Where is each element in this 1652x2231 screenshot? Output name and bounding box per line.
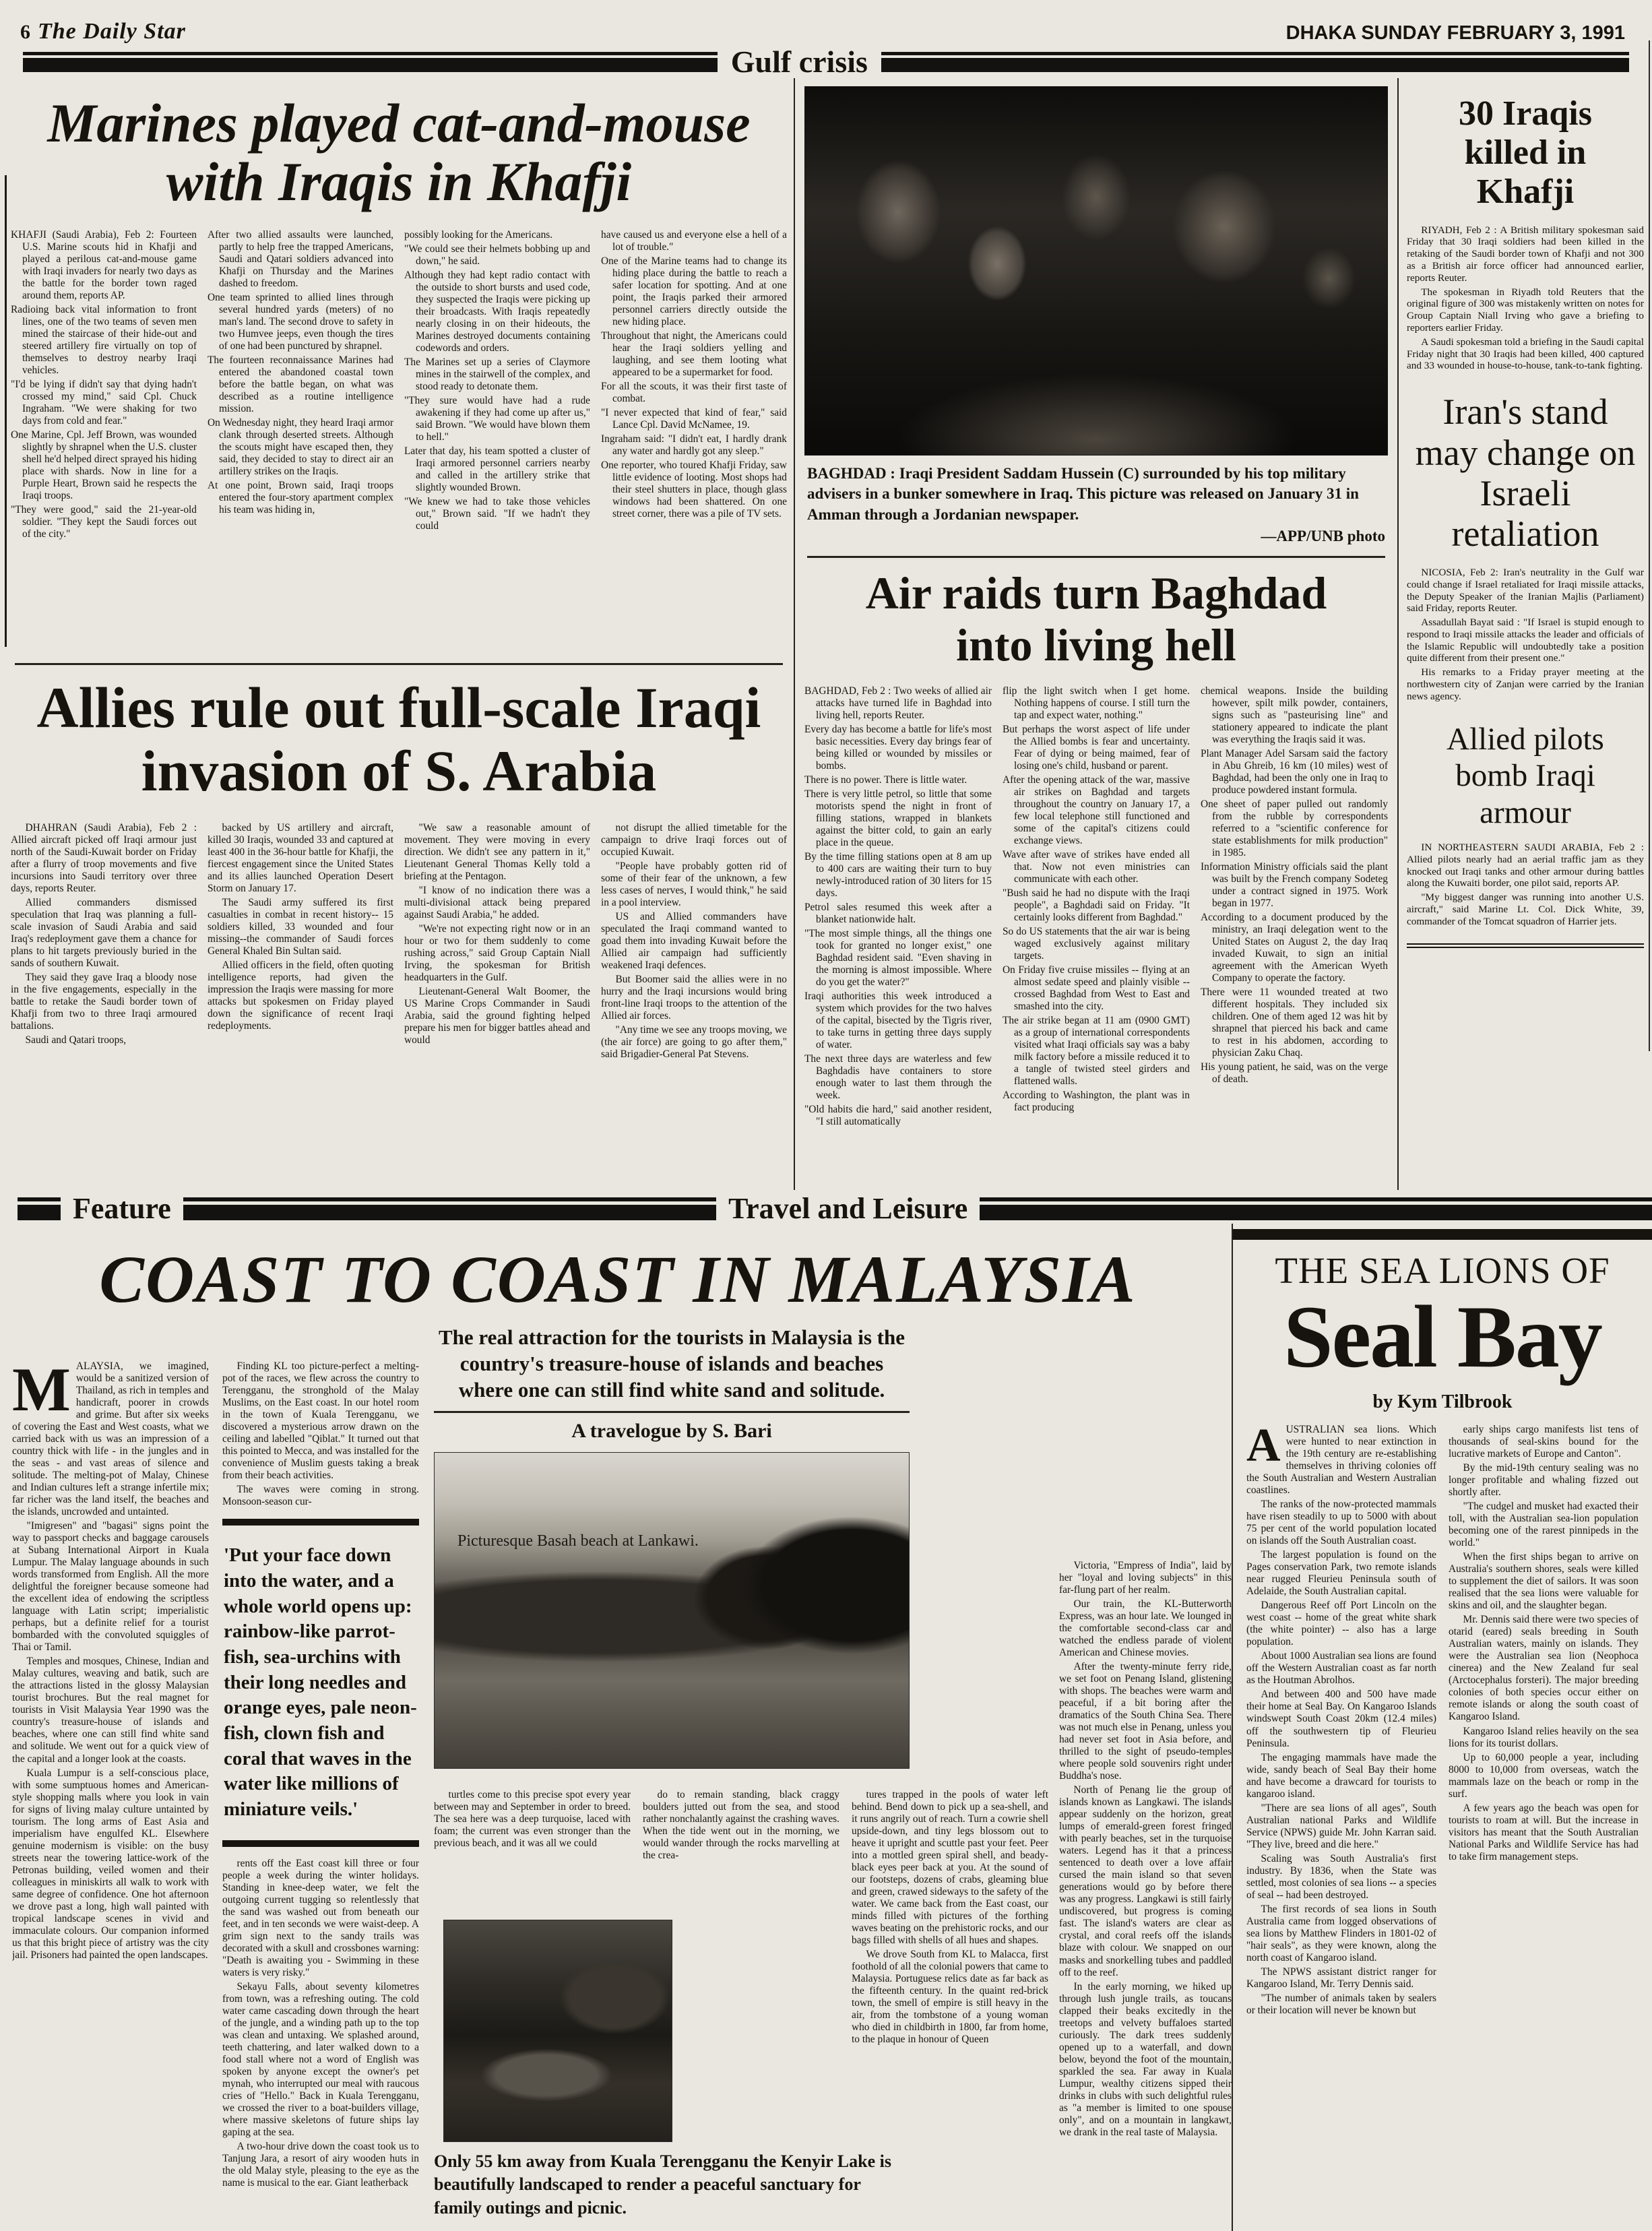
paragraph: In the early morning, we hiked up through lush jungle trails, as toucans clapped their beaks excitedly in the treetops and velvety buffaloes started curiously. The dark trees suddenly opened up to a waterfall, and down below, beyond the foot of the mountain, sparkled the sea. Far away in Kuala Lumpur, wealthy citizens sipped their drinks in clubs with such delightful rules as "a member is limited to one spouse only", and on a mountain in langkawt, we drank in the real taste of Malaysia. <box>1059 1980 1232 2138</box>
paragraph: IN NORTHEASTERN SAUDI ARABIA, Feb 2 : Allied pilots nearly had an aerial traffic jam as they knocked out Iraqi tanks and other armour during battles along the Kuwaiti border, one pilot said, reports AP. <box>1407 842 1644 889</box>
column-text <box>12 1520 209 1961</box>
paragraph: Allied officers in the field, often quoting intelligence reports, had given the impression the Iraqis were massing for more attacks but spokesmen on Friday played down the significance of recent Iraqi redeployments. <box>208 960 393 1032</box>
paragraph: His young patient, he said, was on the verge of death. <box>1201 1061 1388 1086</box>
paragraph: "They were good," said the 21-year-old soldier. "They kept the Saudi forces out of the city." <box>11 504 197 540</box>
caption-text: BAGHDAD : Iraqi President Saddam Hussein (C) surrounded by his top military advisers in a bunker somewhere in Iraq. This picture was released on January 31 in Amman through a Jordanian newspaper. <box>807 465 1359 523</box>
paragraph: RIYADH, Feb 2 : A British military spokesman said Friday that 30 Iraqi soldiers had been killed in the retaking of the Saudi border town of Khafji and not 300 as a British air force officer had announced earlier, reports Reuter. <box>1407 224 1644 284</box>
paragraph: At one point, Brown said, Iraqi troops entered the four-story apartment complex his team was hiding in, <box>208 480 393 516</box>
paragraph: According to a document produced by the ministry, an Iraqi delegation went to the United States on August 2, the day Iraq invaded Kuwait, to sign an initial agreement with the American Wyeth Company to operate the factory. <box>1201 912 1388 984</box>
column-text <box>222 1858 419 2189</box>
paragraph: Plant Manager Adel Sarsam said the factory in Abu Ghreib, 16 km (10 miles) west of Baghdad, had been the only one in Iraq to produce powdered instant formula. <box>1201 747 1388 796</box>
paragraph: And between 400 and 500 have made their home at Seal Bay. On Kangaroo Islands windswept South Coast 20km (12.4 miles) off the southwestern tip of Fleurieu Peninsula. <box>1246 1689 1436 1749</box>
paragraph: The air strike began at 11 am (0900 GMT) as a group of international correspondents visited what Iraqi officials say was a baby milk factory before a missile reduced it to a tangle of twisted steel girders and flattened walls. <box>1003 1015 1190 1088</box>
paragraph: Scaling was South Australia's first industry. By 1836, when the State was settled, most colonies of sea lions -- a species of seal -- had been destroyed. <box>1246 1852 1436 1901</box>
article-column <box>11 229 197 652</box>
horizontal-rule <box>15 663 783 665</box>
banner-bar <box>980 1197 1652 1220</box>
paragraph: One of the Marine teams had to change its hiding place during the battle to reach a safer location for spotting. And at one point, the Iraqis parked their armored personnel carriers directly outside the new hiding place. <box>601 255 787 327</box>
saddam-bunker-photo <box>804 86 1388 455</box>
paragraph: The Marines set up a series of Claymore mines in the stairwell of the complex, and stood ready to detonate them. <box>404 356 590 392</box>
allies-headline: Allies rule out full-scale Iraqi invasion of S. Arabia <box>36 674 761 804</box>
paragraph: A two-hour drive down the coast took us to Tanjung Jara, a resort of airy wooden huts in the old Malay style, pleasing to the eye as the name is musical to the ear. Giant leatherback <box>222 2141 419 2189</box>
paragraph: The NPWS assistant district ranger for Kangaroo Island, Mr. Terry Dennis said. <box>1246 1966 1436 1990</box>
paragraph: The first records of sea lions in South Australia came from logged observations of sea lions by Matthew Flinders in 1801-02 of "hair seals", as they were known, along the north coast of Kangaroo island. <box>1246 1903 1436 1963</box>
allied-pilots-headline: Allied pilots bomb Iraqi armour <box>1447 721 1604 830</box>
edition-date: DHAKA SUNDAY FEBRUARY 3, 1991 <box>1285 22 1625 44</box>
paragraph: Up to 60,000 people a year, including 8000 to 10,000 from overseas, watch the mammals laze on the beach or romp in the surf. <box>1449 1751 1639 1800</box>
marines-article-body <box>11 229 787 652</box>
pull-quote: 'Put your face down into the water, and a whole world opens up: rainbow-like parrot-fish, sea-urchins with their long needles and orange eyes, pale neon-fish, clown fish and coral that waves in the water like millions of miniature veils.' <box>222 1519 419 1847</box>
paragraph: Finding KL too picture-perfect a melting-pot of the races, we flew across the country to Terengganu, the stronghold of the Malay Muslims, on the East coast. In our hotel room in the town of Kuala Terengganu, we discovered a mysterious arrow drawn on the ceiling and labelled "Qiblat." It turned out that this pointed to Mecca, and was installed for the convenience of Muslim guests taking a break from their beach activities. <box>222 1360 419 1482</box>
feature-banner <box>0 1194 1652 1224</box>
malaysia-headline: COAST TO COAST IN MALAYSIA <box>99 1242 1137 1317</box>
paragraph: One team sprinted to allied lines through several hundred yards (meters) of no man's land. The second drove to safety in two Humvee jeeps, even though the tires of one had been punctured by shrapnel. <box>208 291 393 352</box>
article-column <box>12 1360 209 2216</box>
allied-pilots-body <box>1407 842 1644 947</box>
article-column <box>804 685 992 1190</box>
iran-stand-headline: Iran's stand may change on Israeli retaliation <box>1415 391 1636 555</box>
paragraph: Petrol sales resumed this week after a blanket nationwide halt. <box>804 902 992 926</box>
paragraph: When the first ships began to arrive on Australia's southern shores, seals were killed to supplement the diet of sailors. It was soon realised that the sea lions were valuable for skins and oil, and the slaughter began. <box>1449 1551 1639 1612</box>
paragraph: One Marine, Cpl. Jeff Brown, was wounded slightly by shrapnel when the U.S. cluster shell he'd helped direct sprayed his hiding place with shards. Now in line for a Purple Heart, Brown said he respects the Iraqi troops. <box>11 429 197 502</box>
article-column <box>1201 685 1388 1190</box>
photo-caption <box>795 455 1397 551</box>
column-text <box>1246 1499 1436 2017</box>
paragraph: turtles come to this precise spot every year between may and September in order to breed. The sea here was a deep turquoise, laced with foam; the current was even stronger than the previous beach, and it was all we could <box>434 1789 631 1850</box>
feature-section <box>0 1224 1652 2231</box>
paragraph: One sheet of paper pulled out randomly from the rubble by correspondents referred to a "scientific conference for state establishments for milk production" in 1985. <box>1201 798 1388 858</box>
paragraph: One reporter, who toured Khafji Friday, saw little evidence of looting. Most shops had their steel shutters in place, though glass windows had been shattered. On one street corner, there was a pile of TV sets. <box>601 460 787 520</box>
paragraph: Saudi and Qatari troops, <box>25 1034 127 1046</box>
paragraph: The next three days are waterless and few Baghdadis have containers to store enough water to last them through the week. <box>804 1053 992 1102</box>
lead-paragraph <box>12 1360 209 1518</box>
paragraph: early ships cargo manifests list tens of thousands of seal-skins bound for the lucrative markets of Europe and Canton". <box>1449 1424 1639 1460</box>
iran-stand-body <box>1407 567 1644 703</box>
masthead <box>0 0 1652 47</box>
paragraph: Ingraham said: "I didn't eat, I hardly drank any water and hardly got any sleep." <box>601 433 787 458</box>
paragraph: Assadullah Bayat said : "If Israel is stupid enough to respond to Iraqi missile attacks the leader and officials of the Islamic Republic will undoubtedly take a position quite different from their present one." <box>1407 617 1644 664</box>
paragraph: The engaging mammals have made the wide, sandy beach of Seal Bay their home and have become a drawcard for tourists to kangaroo island. <box>1246 1751 1436 1800</box>
article-column <box>1449 1424 1639 2185</box>
kenyir-photo-caption: Only 55 km away from Kuala Terengganu the Kenyir Lake is beautifully landscaped to render a peaceful sanctuary for family outings and picnic. <box>434 2151 891 2218</box>
paragraph: DHAHRAN (Saudi Arabia), Feb 2 : Allied aircraft picked off Iraqi armour just north of the Saudi-Kuwait border on Friday after a flurry of troop movements and five incursions into Saudi territory over three days, reports Reuter. <box>11 822 197 895</box>
paragraph: "People have probably gotten rid of some of their fear of the unknown, a few less cases of nerves, I would think," he said in a pool interview. <box>601 860 787 909</box>
section-label: Gulf crisis <box>730 44 868 79</box>
paragraph: "There are sea lions of all ages", South Australian national Parks and Wildlife Service (NPWS) guide Mr. John Karran said. "They live, breed and die here." <box>1246 1802 1436 1850</box>
paragraph: The largest population is found on the Pages conservation Park, two remote islands near rugged Fleurieu Peninsula south of Adelaide, the South Australian capital. <box>1246 1549 1436 1598</box>
paragraph: "We could see their helmets bobbing up and down," he said. <box>404 243 590 267</box>
paragraph: "Imigresen" and "bagasi" signs point the way to passport checks and baggage carousels at Subang International Airport in Kuala Lumpur. The Malay language abounds in such words transformed from English. All the more delightful the foreigner because someone had the excellent idea of endowing the scriptless language with Latin script; imperialistic perhaps, but a definite relief for a tourist bombarded with the convoluted squiggles of Thai or Tamil. <box>12 1520 209 1654</box>
paragraph: For all the scouts, it was their first taste of combat. <box>601 381 787 405</box>
article-column <box>404 229 590 652</box>
paragraph: NICOSIA, Feb 2: Iran's neutrality in the Gulf war could change if Israel retaliated for Iraqi missile attacks, the Deputy Speaker of the Iranian Majlis (Parliament) said Friday, reports Reuter. <box>1407 566 1644 615</box>
byline: A travelogue by S. Bari <box>434 1411 910 1443</box>
paragraph: not disrupt the allied timetable for the campaign to drive Iraqi forces out of occupied Kuwait. <box>601 822 787 858</box>
seal-bay-headline: Seal Bay <box>1283 1286 1601 1386</box>
rule-bar <box>881 52 1629 72</box>
article-column <box>222 1360 419 2216</box>
paragraph: Mr. Dennis said there were two species of otarid (eared) seals breeding in South Australian waters, mainly on islands. They were the Australian sea lion (Neophoca cinerea) and the New Zealand fur seal (Arctocephalus forsteri). The major breeding colonies of both species occur either on remote islands or along the south coast of Kangaroo Island. <box>1449 1614 1639 1723</box>
beach-photo-caption: Picturesque Basah beach at Lankawi. <box>457 1532 699 1550</box>
page-number: 6 <box>20 21 31 43</box>
paragraph: Later that day, his team spotted a cluster of Iraqi armored personnel carriers nearby and called in the artillery strike that slightly wounded Brown. <box>404 445 590 494</box>
allies-article-body <box>11 822 787 1127</box>
paragraph: "The cudgel and musket had exacted their toll, with the Australian sea-lion population becoming one of the rarest pinnipeds in the world." <box>1449 1501 1639 1549</box>
paragraph: The spokesman in Riyadh told Reuters that the original figure of 300 was mistakenly written on notes for Group Captain Niall Irving who gave a briefing to reporters earlier Friday. <box>1407 286 1644 334</box>
paragraph: A few years ago the beach was open for tourists to roam at will. But the increase in visitors has meant that the South Australian National Parks and Wildlife Service has had to take firm management steps. <box>1449 1802 1639 1862</box>
standfirst: The real attraction for the tourists in Malaysia is the country's treasure-house of islands and beaches where one can still find white sand and solitude. <box>439 1325 905 1402</box>
seal-bay-body <box>1246 1424 1639 2185</box>
paragraph: By the mid-19th century sealing was no longer profitable and whaling fizzed out shortly after. <box>1449 1462 1639 1499</box>
paragraph: Wave after wave of strikes have ended all that. Now not even ministries can communicate with each other. <box>1003 848 1190 885</box>
paragraph: Radioing back vital information to front lines, one of the two teams of seven men mined the staircase of their hide-out and steered artillery fire virtually on top of themselves to destroy nearby Iraqi vehicles. <box>11 303 197 376</box>
paragraph: By the time filling stations open at 8 am up to 400 cars are waiting their turn to buy newly-introduced ration of 30 liters for 15 days. <box>804 850 992 899</box>
paragraph: Lieutenant-General Walt Boomer, the US Marine Crops Commander in Saudi Arabia, said the ground fighting helped prepare his men for bigger battles ahead and would <box>404 986 590 1046</box>
seal-bay-byline: by Kym Tilbrook <box>1372 1391 1513 1413</box>
paragraph: "My biggest danger was running into another U.S. aircraft," said Marine Lt. Col. Dick White, 39, commander of the Tomcat squadron of Harrier jets. <box>1407 891 1644 927</box>
paragraph: "We're not expecting right now or in an hour or two for them suddenly to come rushing across," said Group Captain Niall Irving, the spokesman for British headquarters in the Gulf. <box>404 923 590 984</box>
article-column <box>434 1789 631 1914</box>
paragraph: Sekayu Falls, about seventy kilometres from town, was a refreshing outing. The cold water came cascading down through the heart of the jungle, and a winding path up to the top was clean and untaxing. We splashed around, teeth chattering, and later walked down to a food stall where not a word of English was spoken by anyone except the owner's pet mynah, who interrupted our meal with raucous cries of "Hello." Back in Kuala Terengganu, we crossed the river to a boat-builders village, where massive skeletons of future ships lay gaping at the sea. <box>222 1980 419 2139</box>
paragraph: Temples and mosques, Chinese, Indian and Malay cultures, weaving and batik, such are the attractions listed in the glossy Malaysian tourist brochures. But the real magnet for tourists in Visit Malaysia Year 1990 was the country's treasure-house of islands and beaches, where one can still find white sand and solitude. We went out for a quick view of the capital and a longer look at the coasts. <box>12 1656 209 1765</box>
paragraph: Allied commanders dismissed speculation that Iraq was planning a full-scale invasion of Saudi Arabia and said Iraq's redeployment gave them a chance for plans to hit targets previously buried in the sands of southern Kuwait. <box>11 897 197 970</box>
paragraph: Iraqi authorities this week introduced a system which provides for the two halves of the capital, bisected by the Tigris river, to take turns in getting three days supply of water. <box>804 991 992 1051</box>
paragraph: Kuala Lumpur is a self-conscious place, with some sumptuous homes and American-style shopping malls where you look in vain for signs of living malay culture untainted by tourism. The long arms of East Asia and imperialism have engulfed KL. Elsewhere genuine modernism is visible: on the busy streets near the towering lattice-work of the Petronas building, veiled women and their colleagues in miniskirts all walk to work with same degree of confidence. One hot afternoon we drove past a long, high wall painted with tropical landscape scenes in vivid and immaculate colours. Our companion informed us that this bright piece of artistry was the city jail. Prisoners had painted the open landscapes. <box>12 1767 209 1961</box>
paragraph: "Any time we see any troops moving, we (the air force) are going to go after them," said Brigadier-General Pat Stevens. <box>601 1024 787 1061</box>
paragraph: "Old habits die hard," said another resident, "I still automatically <box>804 1104 992 1128</box>
paragraph: KHAFJI (Saudi Arabia), Feb 2: Fourteen U.S. Marine scouts hid in Khafji and played a perilous cat-and-mouse game with Iraqi invaders for nearly two days as the battle for the border town raged around them, reports AP. <box>11 228 197 301</box>
paragraph: After the twenty-minute ferry ride, we set foot on Penang Island, glistening with shops. The beaches were warm and peaceful, if a bit boring after the dramatics of the South China Sea. There was not much else in Penang, unless you had never set foot in Asia before, and thrilled to the sight of pseudo-temples where people sold souvenirs right under Buddha's nose. <box>1059 1661 1232 1782</box>
paragraph: But Boomer said the allies were in no hurry and the Iraqi incursions would bring front-line Iraqi troops to the attention of the Allied air forces. <box>601 974 787 1022</box>
paragraph: Throughout that night, the Americans could hear the Iraqi soldiers yelling and laughing, and see them looting what appeared to be a supermarket for food. <box>601 329 787 378</box>
paragraph: North of Penang lie the group of islands known as Langkawi. The islands appear suddenly on the horizon, great lumps of emerald-green forest fringed with pearly beaches, set in the turquoise waters. Legend has it that a princess sentenced to death over a love affair cursed the main island so that seven generations would go by before there was any progress. Langkawi is still fairly undiscovered, but progress is coming fast. The island's waters are clear as crystal, and coral reefs off the islands blaze with colour. We snapped on our masks and snorkelling tubes and paddled off to the reef. <box>1059 1784 1232 1978</box>
iraqis-killed-headline: 30 Iraqis killed in Khafji <box>1459 94 1592 212</box>
banner-bar <box>183 1197 716 1220</box>
paragraph: So do US statements that the air war is being waged exclusively against military targets. <box>1003 926 1190 962</box>
paragraph: After two allied assaults were launched, partly to help free the trapped Americans, Saudi and Qatari soldiers advanced into Khafji on Thursday and the Marines dashed to freedom. <box>208 228 393 289</box>
paragraph: His remarks to a Friday prayer meeting at the northwestern city of Zanjan were carried by the Iranian news agency. <box>1407 666 1644 702</box>
photo-credit: —APP/UNB photo <box>1261 528 1385 545</box>
paragraph: There is no power. There is little water. <box>804 774 967 786</box>
feature-centerpiece <box>434 1324 910 1769</box>
article-column <box>1246 1424 1436 2185</box>
lead-text: USTRALIAN sea lions. Which were hunted to near extinction in the 19th century are re-establishing themselves in thriving colonies off the South Australian and Western Australian coastlines. <box>1246 1424 1436 1497</box>
article-column <box>208 822 393 1127</box>
paragraph: On Friday five cruise missiles -- flying at an almost sedate speed and plainly visible -- crossed Baghdad from West to East and smashed into the city. <box>1003 964 1190 1013</box>
paragraph: According to Washington, the plant was in fact producing <box>1003 1090 1190 1114</box>
paragraph: Kangaroo Island relies heavily on the sea lions for its tourist dollars. <box>1449 1725 1639 1749</box>
paragraph: Every day has become a battle for life's most basic necessities. Every day brings fear of being killed or wounded by missiles or bombs. <box>804 723 992 772</box>
paragraph: do to remain standing, black craggy boulders jutted out from the sea, and stood rather nonchalantly against the crashing waves. When the tide went out in the morning, we would wander through the rocks marvelling at the crea- <box>643 1789 839 1862</box>
paragraph: tures trapped in the pools of water left behind. Bend down to pick up a sea-shell, and it runs angrily out of reach. Turn a cowrie shell upside-down, and tiny legs blossom out to heave it upright and scuttle past your feet. Peer into a mottled green spiral shell, and beady-black eyes peer back at you. At the sound of our footsteps, dozens of crabs, gleaming blue and green, crawed sideways to the safety of the water. We came back from the East coast, our minds filled with pictures of the forthing waves beating on the prehistoric rocks, and our bags filled with shells of all hues and shapes. <box>852 1789 1048 1947</box>
drop-cap: M <box>12 1360 71 1424</box>
paragraph: Although they had kept radio contact with the outside to short bursts and used code, they suspected the Iraqis were picking up their broadcasts. With Iraqis repeatedly nearly closing in on their hideouts, the Marines destroyed documents containing codewords and orders. <box>404 269 590 354</box>
paragraph: "We saw a reasonable amount of movement. They were moving in every direction. We didn't see any pattern in it," Lieutenant General Thomas Kelly told a briefing at the Pentagon. <box>404 822 590 883</box>
article-column <box>601 822 787 1127</box>
paragraph: The ranks of the now-protected mammals have risen steadily to up to 5000 with about 75 per cent of the world population located on islands off the South Australian coast. <box>1246 1499 1436 1547</box>
paragraph: They said they gave Iraq a bloody nose in the five engagements, especially in the battle to retake the Saudi border town of Khafji from two to three Iraqi armoured battalions. <box>11 972 197 1032</box>
paragraph: There were 11 wounded treated at two different hospitals. They included six children. One of them aged 12 was hit by shrapnel that pierced his back and came to rest in his abdomen, according to physician Zaku Chaq. <box>1201 986 1388 1059</box>
paragraph: We drove South from KL to Malacca, first foothold of all the colonial powers that came to Malaysia. Portuguese relics date as far back as the fifteenth century. In the quaint red-brick town, the smell of empire is still heavy in the air, from the tombstone of a young woman who died in childbirth in 1800, far from home, to the plaque in honour of Queen <box>852 1949 1048 2046</box>
paragraph: possibly looking for the Americans. <box>404 228 553 241</box>
seal-bay-kicker: THE SEA LIONS OF <box>1275 1250 1610 1291</box>
paragraph: On Wednesday night, they heard Iraqi armor clank through deserted streets. Although the scouts might have escaped then, they said, they decided to stay to direct air an artillery strikes on the Iraqis. <box>208 417 393 478</box>
paragraph: BAGHDAD, Feb 2 : Two weeks of allied air attacks have turned life in Baghdad into living hell, reports Reuter. <box>804 685 992 721</box>
paragraph: rents off the East coast kill three or four people a week during the winter holidays. Standing in knee-deep water, we felt the outgoing current tugging so relentlessly that the sand was washed out from beneath our feet, and in ten seconds we were waist-deep. A grim sign next to the sandy trails was decorated with a skull and crossbones warning: "Death is awaiting you - Swimming in these waters is very risky." <box>222 1857 419 1978</box>
paragraph: "The number of animals taken by sealers or their location will never be known but <box>1246 1992 1436 2016</box>
lead-text: ALAYSIA, we imagined, would be a sanitized version of Thailand, as rich in temples and handicraft, poorer in crowds and grime. But after six weeks of covering the East and West coasts, what we carried back with us was an impression of a country thick with life - in the jungles and in the seas - and vast areas of silence and solitude. The melting-pot of Malay, Chinese and Indian cultures left a strange infertile mix; far richer was the land itself, the beaches and the islands, uncrowded and untainted. <box>12 1360 209 1518</box>
paragraph: flip the light switch when I get home. Nothing happens of course. I still turn the tap and expect water, nothing." <box>1003 685 1190 721</box>
right-sidebar <box>1399 78 1652 1190</box>
paragraph: chemical weapons. Inside the building however, spilt milk powder, containers, signs such as "pasteurising line" and stationery appeared to indicate the plant was everything the Iraqis said it was. <box>1201 685 1388 745</box>
paragraph: backed by US artillery and aircraft, killed 30 Iraqis, wounded 33 and captured at least 400 in the 36-hour battle for Khafji, the fiercest engagement since the United States and its allies launched Operation Desert Storm on January 17. <box>208 822 393 895</box>
paragraph: US and Allied commanders have speculated the Iraqi command wanted to goad them into invading Kuwait before the Allied air campaign had sufficiently weakened Iraqi defences. <box>601 911 787 972</box>
seal-bay-article <box>1232 1224 1652 2231</box>
paragraph: Victoria, "Empress of India", laid by her "loyal and loving subjects" in this far-flung part of her realm. <box>1059 1560 1232 1596</box>
paragraph: A Saudi spokesman told a briefing in the Saudi capital Friday night that 30 Iraqis had been killed, 400 captured and 33 wounded in house-to-house, tank-to-tank fighting. <box>1407 336 1644 372</box>
article-column <box>601 229 787 652</box>
paragraph: Our train, the KL-Butterworth Express, was an hour late. We lounged in the comfortable second-class car and watched the endless parade of violent American and Chinese movies. <box>1059 1598 1232 1659</box>
newspaper-logo <box>20 19 186 44</box>
marines-headline: Marines played cat-and-mouse with Iraqis in Khafji <box>47 92 751 212</box>
section-rule <box>23 44 1629 79</box>
kenyir-lake-photo <box>443 1920 672 2142</box>
article-column <box>404 822 590 1127</box>
paragraph: "We knew we had to take those vehicles out," Brown said. "If we hadn't they could <box>404 496 590 532</box>
malaysia-article <box>0 1224 1232 2231</box>
paragraph: "They sure would have had a rude awakening if they had come up after us," said Brown. "We would have blown them to hell." <box>404 395 590 443</box>
paragraph: The waves were coming in strong. Monsoon-season cur- <box>222 1484 419 1508</box>
drop-cap: A <box>1246 1424 1281 1472</box>
travel-leisure-label: Travel and Leisure <box>728 1192 968 1225</box>
paragraph: Information Ministry officials said the plant was built by the French company Sodeteg under a contract signed in 1975. Work began in 1977. <box>1201 860 1388 910</box>
section-bar <box>1233 1229 1652 1240</box>
air-raids-headline: Air raids turn Baghdad into living hell <box>807 556 1385 685</box>
paragraph: "I never expected that kind of fear," said Lance Cpl. David McNamee, 19. <box>601 407 787 431</box>
article-column <box>208 229 393 652</box>
langkawi-beach-photo <box>434 1452 910 1769</box>
paragraph: About 1000 Australian sea lions are found off the Western Australian coast as far north as the Houtman Abrolhos. <box>1246 1650 1436 1687</box>
iraqis-killed-body <box>1407 224 1644 372</box>
paragraph: The fourteen reconnaissance Marines had entered the abandoned coastal town before the battle began, on what was described as a routine intelligence mission. <box>208 354 393 415</box>
article-column <box>1059 1560 1232 2220</box>
lead-paragraph <box>1246 1424 1436 1497</box>
column-text <box>222 1360 419 1508</box>
left-articles-block <box>0 78 794 1190</box>
paragraph: Dangerous Reef off Port Lincoln on the west coast -- home of the great white shark (the white pointer) -- also has a large population. <box>1246 1600 1436 1648</box>
paragraph: "The most simple things, all the things one took for granted no longer exist," one Baghdad resident said. "Even shaving in the morning is almost impossible. Where do you get the water?" <box>804 928 992 988</box>
malaysia-body <box>9 1324 1232 2220</box>
gulf-crisis-section <box>0 78 1652 1190</box>
rule-bar <box>23 52 718 72</box>
paragraph: The Saudi army suffered its first casualties in combat in recent history-- 15 soldiers killed, 33 wounded and four missing--the commander of Saudi forces General Khaled Bin Sultan said. <box>208 897 393 957</box>
paragraph: "Bush said he had no dispute with the Iraqi people", a Baghdadi said on Friday. "It certainly looks different from Baghdad." <box>1003 887 1190 924</box>
air-raids-article-body <box>795 685 1397 1190</box>
paragraph: have caused us and everyone else a hell of a lot of trouble." <box>601 228 787 253</box>
banner-bar <box>18 1197 61 1220</box>
paragraph: There is very little petrol, so little that some motorists spend the night in front of filling stations, wrapped in blankets against the bitter cold, to gain an early place in the queue. <box>804 788 992 848</box>
center-block <box>794 78 1399 1190</box>
paragraph: "I know of no indication there was a multi-divisional attack being prepared against Saudi Arabia," he added. <box>404 885 590 921</box>
newspaper-title: The Daily Star <box>38 19 186 44</box>
article-column <box>1003 685 1190 1190</box>
paragraph: "I'd be lying if didn't say that dying hadn't crossed my mind," said Cpl. Chuck Ingraham. "We were shaking for two days from cold and fear." <box>11 379 197 427</box>
feature-label: Feature <box>73 1192 171 1225</box>
paragraph: After the opening attack of the war, massive air strikes on Baghdad and targets throughout the country on January 17, a few local telephone still functioned and some of the capital's citizens could exchange views. <box>1003 774 1190 846</box>
paragraph: But perhaps the worst aspect of life under the Allied bombs is fear and uncertainty. Fear of dying or being maimed, fear of losing one's child, husband or parent. <box>1003 723 1190 772</box>
article-column <box>11 822 197 1127</box>
